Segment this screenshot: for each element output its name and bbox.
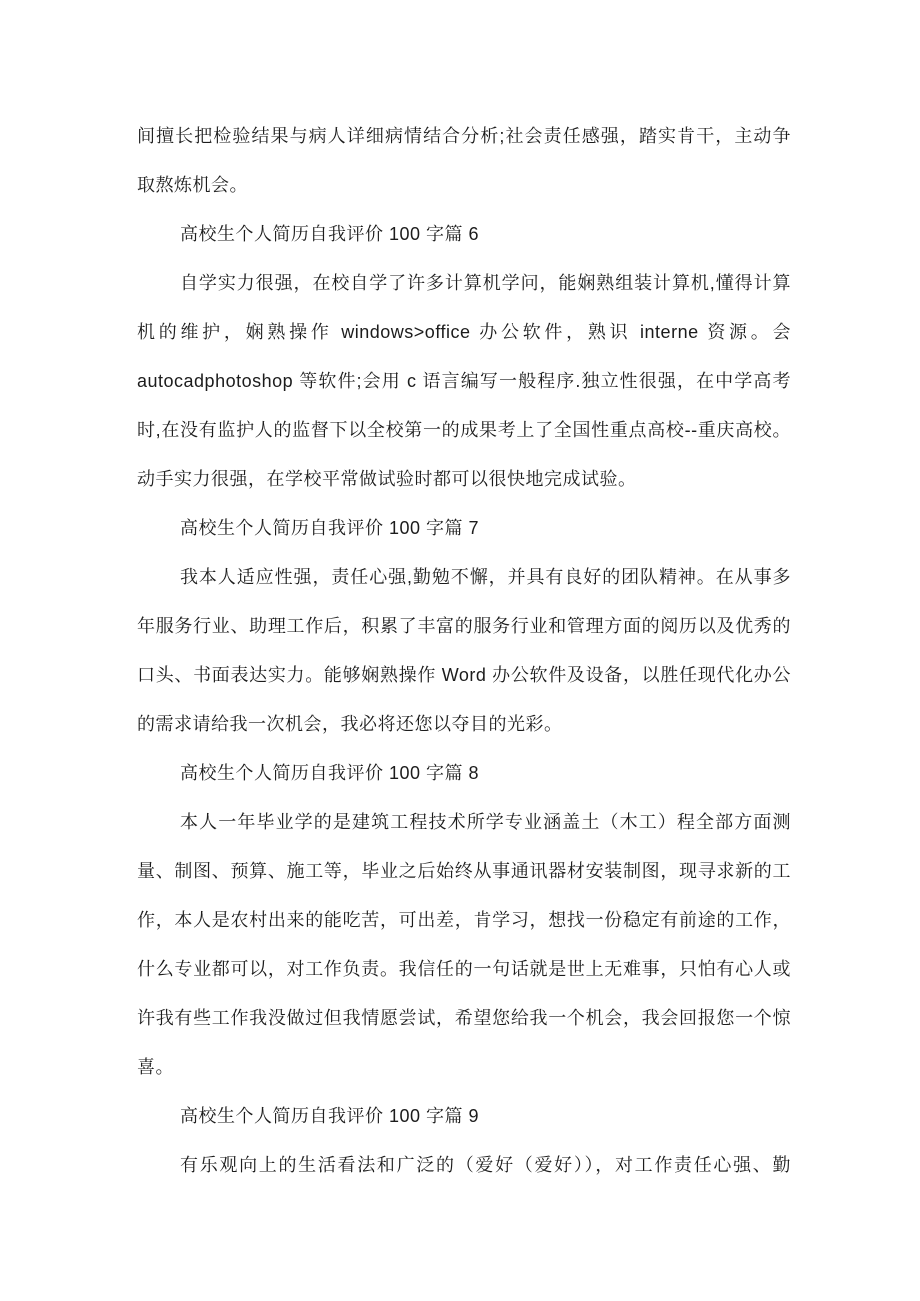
paragraph-line: 自学实力很强，在校自学了许多计算机学问，能娴熟组装计算机,懂得计算 (180, 273, 791, 293)
paragraph-line: 本人一年毕业学的是建筑工程技术所学专业涵盖土（木工）程全部方面测 (180, 812, 791, 832)
paragraph-line: 有乐观向上的生活看法和广泛的（爱好（爱好）），对工作责任心强、勤 (180, 1155, 791, 1175)
section-heading: 高校生个人简历自我评价 100 字篇 7 (180, 518, 480, 538)
paragraph-line: 取熬炼机会。 (137, 175, 248, 195)
paragraph-line: 的需求请给我一次机会，我必将还您以夺目的光彩。 (137, 714, 563, 734)
paragraph-line: autocadphotoshop 等软件;会用 c 语言编写一般程序.独立性很强，在中学高考 (137, 371, 791, 391)
paragraph-line: 什么专业都可以，对工作负责。我信任的一句话就是世上无难事，只怕有心人或 (137, 959, 791, 979)
paragraph-line: 时,在没有监护人的监督下以全校第一的成果考上了全国性重点高校--重庆高校。 (137, 420, 791, 440)
paragraph-line: 作，本人是农村出来的能吃苦，可出差，肯学习，想找一份稳定有前途的工作， (137, 910, 791, 930)
paragraph-line: 年服务行业、助理工作后，积累了丰富的服务行业和管理方面的阅历以及优秀的 (137, 616, 791, 636)
document-text-block (137, 112, 791, 1190)
section-heading: 高校生个人简历自我评价 100 字篇 8 (180, 763, 480, 783)
paragraph-line: 量、制图、预算、施工等，毕业之后始终从事通讯器材安装制图，现寻求新的工 (137, 861, 791, 881)
paragraph-line: 口头、书面表达实力。能够娴熟操作 Word 办公软件及设备，以胜任现代化办公 (137, 665, 791, 685)
paragraph-line: 间擅长把检验结果与病人详细病情结合分析;社会责任感强，踏实肯干，主动争 (137, 126, 791, 146)
paragraph-line: 动手实力很强，在学校平常做试验时都可以很快地完成试验。 (137, 469, 637, 489)
section-heading: 高校生个人简历自我评价 100 字篇 6 (180, 224, 480, 244)
paragraph-line: 我本人适应性强，责任心强,勤勉不懈，并具有良好的团队精神。在从事多 (180, 567, 791, 587)
section-heading: 高校生个人简历自我评价 100 字篇 9 (180, 1106, 480, 1126)
paragraph-line: 喜。 (137, 1057, 174, 1077)
paragraph-line: 机的维护，娴熟操作 windows>office 办公软件，熟识 interne 资源。会 (137, 322, 791, 342)
paragraph-line: 许我有些工作我没做过但我情愿尝试，希望您给我一个机会，我会回报您一个惊 (137, 1008, 791, 1028)
